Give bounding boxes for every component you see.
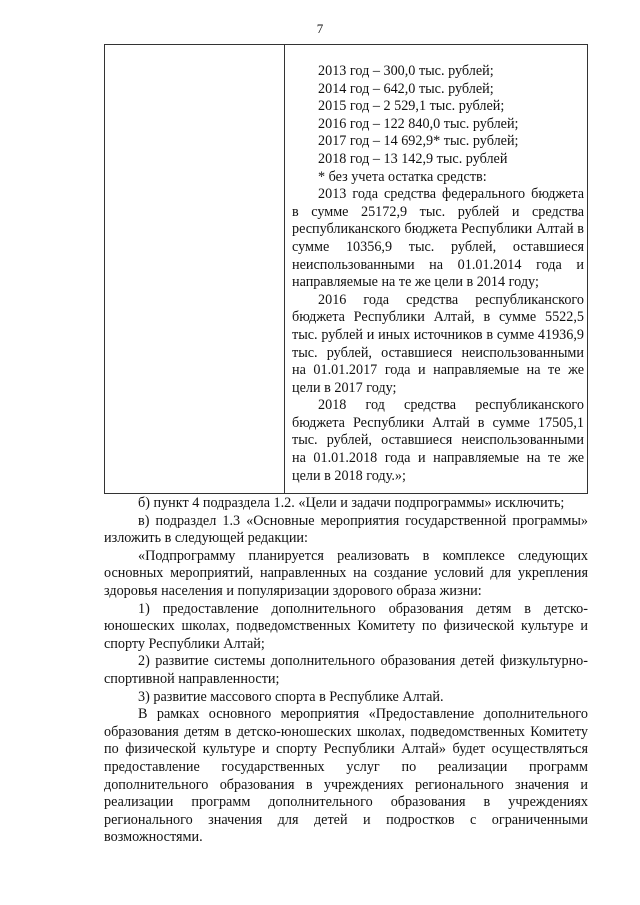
- footnote: * без учета остатка средств:: [318, 168, 487, 185]
- funding-year-2015: 2015 год – 2 529,1 тыс. рублей;: [318, 98, 505, 115]
- funding-year-2014: 2014 год – 642,0 тыс. рублей;: [318, 80, 494, 97]
- body-paragraph: В рамках основного мероприятия «Предоставление дополнительного образования детям в детско-юношеских школах, подведомственных Комитету по физической культуре и спорту Республики Алтай» будет осуществляться предоставление государственных услуг по реализации программ дополнительного образования в учреждениях регионального значения и реализации программ дополнительного образования в учреждениях регионального значения для детей и подростков с ограниченными возможностями.: [104, 706, 588, 846]
- remainder-paragraph-2016: 2016 года средства республиканского бюджета Республики Алтай, в сумме 5522,5 тыс. рублей и иных источников в сумме 41936,9 тыс. рублей, оставшиеся неиспользованными на 01.01.2017 года и направляемые на те же цели в 2017 году;: [292, 291, 584, 396]
- remainder-paragraph-2018: 2018 год средства республиканского бюджета Республики Алтай в сумме 17505,1 тыс. рублей, оставшиеся неиспользованными на 01.01.2018 года и направляемые на те же цели в 2018 году.»;: [292, 397, 584, 484]
- funding-year-2016: 2016 год – 122 840,0 тыс. рублей;: [318, 115, 519, 132]
- body-paragraph: б) пункт 4 подраздела 1.2. «Цели и задачи подпрограммы» исключить;: [138, 495, 565, 511]
- body-paragraph: 2) развитие системы дополнительного образования детей физкультурно-спортивной направленности;: [104, 653, 588, 687]
- funding-year-2017: 2017 год – 14 692,9* тыс. рублей;: [318, 133, 519, 150]
- body-paragraph: 1) предоставление дополнительного образования детям в детско-юношеских школах, подведомственных Комитету по физической культуре и спорту Республики Алтай;: [104, 600, 588, 652]
- body-paragraph: в) подраздел 1.3 «Основные мероприятия государственной программы» изложить в следующей редакции:: [104, 512, 588, 547]
- body-paragraph: «Подпрограмму планируется реализовать в комплексе следующих основных мероприятий, направленных на создание условий для укрепления здоровья населения и популяризации здорового образа жизни:: [104, 547, 588, 599]
- table-column-divider: [284, 45, 285, 493]
- funding-year-2018: 2018 год – 13 142,9 тыс. рублей: [318, 150, 508, 167]
- funding-year-2013: 2013 год – 300,0 тыс. рублей;: [318, 63, 494, 79]
- page-number: 7: [316, 21, 324, 36]
- table-right-cell: [292, 63, 584, 485]
- body-paragraph: 3) развитие массового спорта в Республике Алтай.: [138, 688, 444, 705]
- funding-table: [104, 44, 588, 494]
- document-body: [104, 495, 588, 847]
- remainder-paragraph-2013: 2013 года средства федерального бюджета в сумме 25172,9 тыс. рублей и средства республиканского бюджета Республики Алтай в сумме 10356,9 тыс. рублей, оставшиеся неиспользованными на 01.01.2014 года и направляемые на те же цели в 2014 году;: [292, 186, 584, 291]
